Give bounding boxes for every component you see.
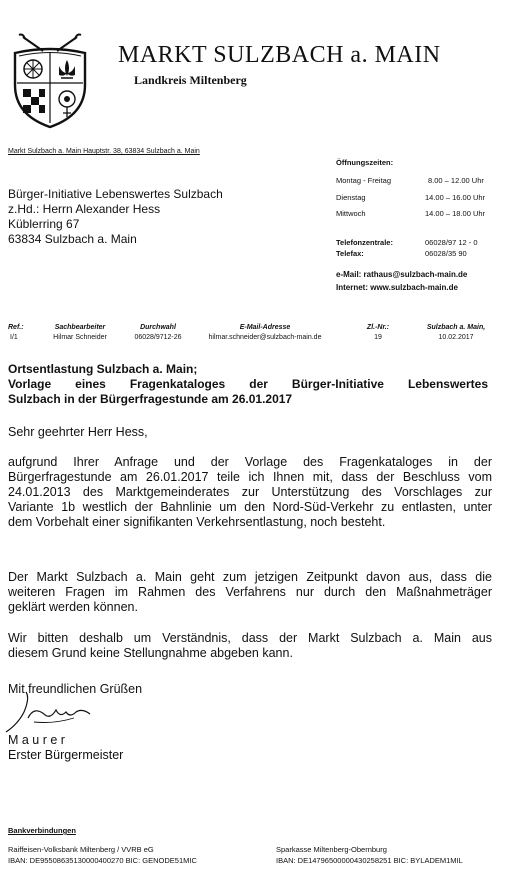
office-hours-day: Dienstag bbox=[336, 193, 366, 202]
ref-header: Zl.-Nr.: bbox=[366, 324, 390, 331]
phone-label: Telefonzentrale: bbox=[336, 238, 393, 247]
office-hours-time: 14.00 – 18.00 Uhr bbox=[425, 209, 486, 218]
signer-name: M a u r e r bbox=[8, 733, 65, 747]
paragraph-line: weiteren Fragen im Rahmen des Verfahrens nur durch den Maßnahmeträger bbox=[8, 585, 492, 599]
office-hours-day: Mittwoch bbox=[336, 209, 366, 218]
letterhead-subtitle: Landkreis Miltenberg bbox=[134, 73, 247, 87]
recipient-line-3: Küblerring 67 bbox=[8, 217, 80, 231]
coat-of-arms-icon bbox=[9, 33, 91, 131]
bank-right-name: Sparkasse Miltenberg-Obernburg bbox=[276, 845, 387, 854]
body-paragraph-1 bbox=[8, 455, 492, 530]
fax-number: 06028/35 90 bbox=[425, 249, 467, 258]
subject-line: Vorlage eines Fragenkataloges der Bürger-Initiative Lebenswertes bbox=[8, 377, 488, 391]
office-hours-time: 8.00 – 12.00 Uhr bbox=[428, 176, 484, 185]
paragraph-line: 24.01.2013 des Marktgemeinderates zur Unterstützung des Vorschlages zur bbox=[8, 485, 492, 499]
body-paragraph-2 bbox=[8, 570, 492, 615]
ref-value: 19 bbox=[374, 334, 382, 341]
closing: Mit freundlichen Grüßen bbox=[8, 682, 143, 696]
paragraph-line: dem Vorbehalt einer signifikanten Verkehrsentlastung, noch besteht. bbox=[8, 515, 386, 529]
salutation: Sehr geehrter Herr Hess, bbox=[8, 425, 148, 439]
bank-right-iban: IBAN: DE14796500000430258251 BIC: BYLADEM1MIL bbox=[276, 856, 463, 865]
subject bbox=[8, 362, 488, 407]
subject-line: Ortsentlastung Sulzbach a. Main; bbox=[8, 362, 198, 376]
signer-title: Erster Bürgermeister bbox=[8, 748, 124, 762]
ref-header: Sachbearbeiter bbox=[54, 324, 106, 331]
body-paragraph-3 bbox=[8, 631, 492, 661]
ref-value: 06028/9712-26 bbox=[134, 334, 182, 341]
bank-left-name: Raiffeisen-Volksbank Miltenberg / VVRB eG bbox=[8, 845, 154, 854]
recipient-line-2: z.Hd.: Herrn Alexander Hess bbox=[8, 202, 161, 216]
subject-line: Sulzbach in der Bürgerfragestunde am 26.01.2017 bbox=[8, 392, 293, 406]
bank-left-iban: IBAN: DE95508635130000400270 BIC: GENODE51MIC bbox=[8, 856, 197, 865]
ref-header: Durchwahl bbox=[140, 324, 176, 331]
paragraph-line: Bürgerfragestunde am 26.01.2017 teile ich Ihnen mit, dass der Beschluss vom bbox=[8, 470, 492, 484]
sender-line: Markt Sulzbach a. Main Hauptstr. 38, 63834 Sulzbach a. Main bbox=[8, 148, 200, 155]
office-hours-time: 14.00 – 16.00 Uhr bbox=[425, 193, 486, 202]
paragraph-line: diesem Grund keine Stellungnahme abgeben kann. bbox=[8, 646, 293, 660]
paragraph-line: Der Markt Sulzbach a. Main geht zum jetzigen Zeitpunkt davon aus, dass die bbox=[8, 570, 492, 584]
phone-number: 06028/97 12 - 0 bbox=[425, 238, 478, 247]
office-hours-day: Montag - Freitag bbox=[336, 176, 392, 185]
signature-icon bbox=[4, 688, 94, 734]
paragraph-line: Variante 1b westlich der Bahnlinie um den Nord-Süd-Verkehr zu entlasten, unter bbox=[8, 500, 492, 514]
recipient-line-1: Bürger-Initiative Lebenswertes Sulzbach bbox=[8, 187, 223, 201]
fax-label: Telefax: bbox=[336, 249, 364, 258]
contact-internet: Internet: www.sulzbach-main.de bbox=[336, 283, 458, 292]
recipient-line-4: 63834 Sulzbach a. Main bbox=[8, 232, 137, 246]
ref-header: E-Mail-Adresse bbox=[239, 324, 291, 331]
ref-header: Sulzbach a. Main, bbox=[426, 324, 486, 331]
ref-value: hilmar.schneider@sulzbach-main.de bbox=[208, 334, 322, 341]
contact-email: e-Mail: rathaus@sulzbach-main.de bbox=[336, 270, 468, 279]
ref-value: Hilmar Schneider bbox=[53, 334, 107, 341]
letterhead-title: MARKT SULZBACH a. MAIN bbox=[118, 42, 441, 68]
paragraph-line: geklärt werden können. bbox=[8, 600, 138, 614]
bank-heading: Bankverbindungen bbox=[8, 826, 76, 835]
paragraph-line: Wir bitten deshalb um Verständnis, dass der Markt Sulzbach a. Main aus bbox=[8, 631, 492, 645]
ref-value: I/1 bbox=[10, 334, 18, 341]
ref-header: Ref.: bbox=[8, 324, 24, 331]
paragraph-line: aufgrund Ihrer Anfrage und der Vorlage des Fragenkataloges in der bbox=[8, 455, 492, 469]
office-hours-heading: Öffnungszeiten: bbox=[336, 158, 394, 167]
ref-value: 10.02.2017 bbox=[438, 334, 474, 341]
